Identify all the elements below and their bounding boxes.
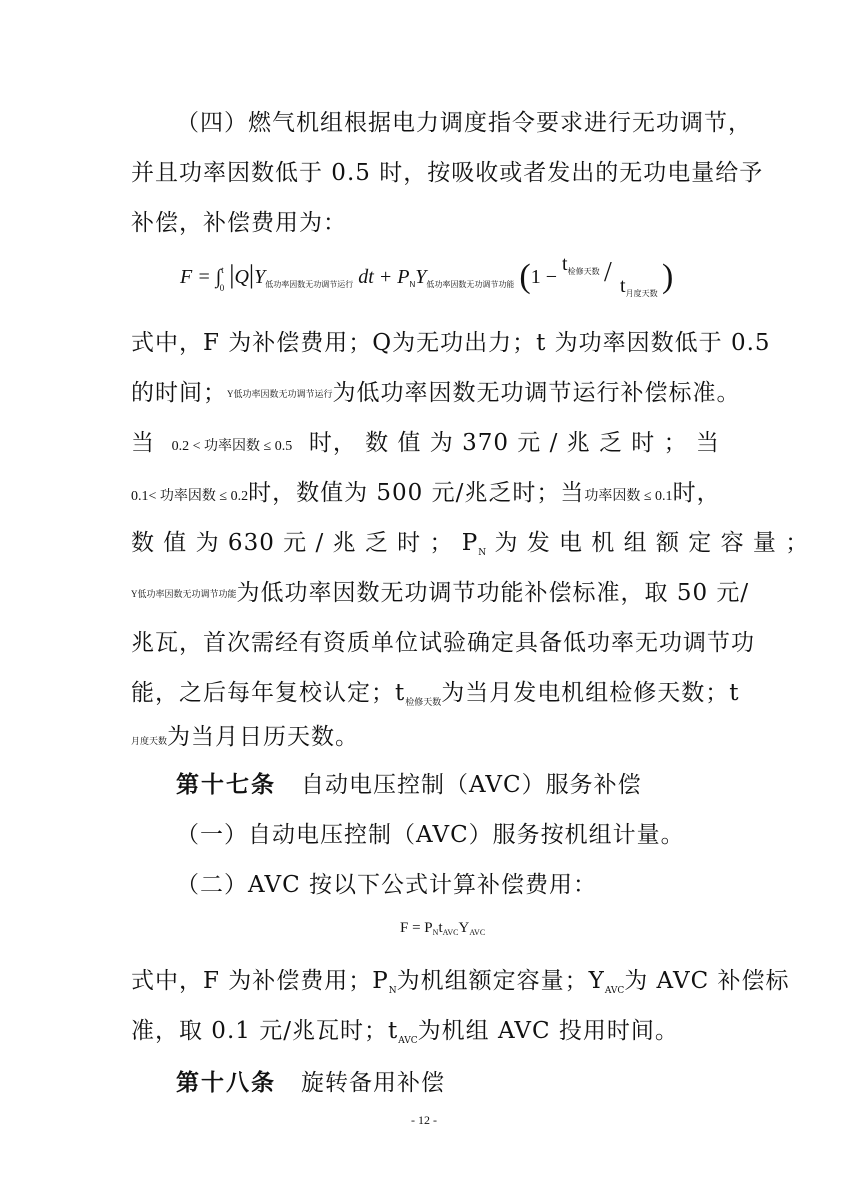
explain1-line7: 兆瓦，首次需经有资质单位试验确定具备低功率无功调节功 (131, 630, 755, 656)
para4-line2: 并且功率因数低于 0.5 时，按吸收或者发出的无功电量给予 (131, 160, 764, 186)
para4-line1: （四）燃气机组根据电力调度指令要求进行无功调节， (176, 110, 752, 136)
explain1-line3: 当 0.2 < 功率因数 ≤ 0.5 时， 数 值 为 370 元 / 兆 乏 时 ； 当 (131, 430, 720, 456)
explain2-line1: 式中，F 为补偿费用；$P_N$为机组额定容量；$Y_{AVC}$为 AVC 补偿标 (131, 968, 790, 996)
formula-y2-sub: 低功率因数无功调节功能 (426, 280, 515, 289)
integral-lower: 0 (219, 283, 225, 293)
formula-dt: dt + P (358, 266, 410, 288)
range-0-2-0-5: 0.2 < 功率因数 ≤ 0.5 (171, 439, 293, 454)
range-0-1-0-2: 0.1< 功率因数 ≤ 0.2 (131, 489, 249, 504)
explain1-line2: 的时间；Y低功率因数无功调节运行为低功率因数无功调节运行补偿标准。 (131, 380, 741, 406)
explain1-line8: 能，之后每年复校认定；$t_{检修天数}$为当月发电机组检修天数；t (131, 680, 740, 708)
avc-formula: $F = P_Nt_{AVC}Y_{AVC}$ (400, 920, 486, 937)
article-17-heading: 第十七条 自动电压控制（AVC）服务补偿 (176, 771, 642, 798)
formula-lhs: F = ∫ (180, 266, 222, 288)
explain1-line9: 月度天数为当月日历天数。 (131, 724, 360, 750)
formula-one-minus: 1 − (530, 266, 558, 288)
article-18-heading: 第十八条 旋转备用补偿 (176, 1069, 445, 1096)
article-17-para2: （二）AVC 按以下公式计算补偿费用： (176, 872, 597, 898)
explain1-line5: 数 值 为 630 元 / 兆 乏 时 ； $P_N$ 为 发 电 机 组 额 定 容 量 ； (131, 530, 810, 558)
explain1-line6: Y低功率因数无功调节功能为低功率因数无功调节功能补偿标准，取 50 元/ (131, 580, 750, 606)
explain1-line4: 0.1< 功率因数 ≤ 0.2时，数值为 500 元/兆乏时；当功率因数 ≤ 0.1时， (131, 480, 721, 506)
formula-q: Q (234, 266, 249, 288)
range-below-0-1: 功率因数 ≤ 0.1 (584, 489, 673, 504)
formula-pn-sub: N (409, 280, 416, 289)
explain2-line2: 准，取 0.1 元/兆瓦时；$t_{AVC}$为机组 AVC 投用时间。 (131, 1018, 679, 1046)
symbol-y-function: Y低功率因数无功调节功能 (131, 589, 237, 599)
page-number: - 12 - (411, 1113, 437, 1127)
formula-y: Y (254, 266, 266, 288)
formula-t-num-sub: 检修天数 (567, 267, 600, 276)
integral-upper: t (221, 265, 224, 275)
formula-t-den-sub: 月度天数 (625, 289, 658, 298)
para4-line3: 补偿，补偿费用为： (131, 210, 347, 236)
article-17-para1: （一）自动电压控制（AVC）服务按机组计量。 (176, 822, 685, 848)
symbol-y-operation: Y低功率因数无功调节运行 (227, 389, 333, 399)
compensation-formula: F = ∫$^t_0$ $|Q|Y_{低功率因数无功调节运行}$ dt + $P_NY_{低功率因数无功调节功能}$ (1 − $t_{检修天数}$ / $t_{月度天数}$ ) (180, 253, 674, 298)
formula-y-sub: 低功率因数无功调节运行 (265, 280, 354, 289)
explain1-line1: 式中，F 为补偿费用；Q为无功出力；t 为功率因数低于 0.5 (131, 330, 771, 356)
